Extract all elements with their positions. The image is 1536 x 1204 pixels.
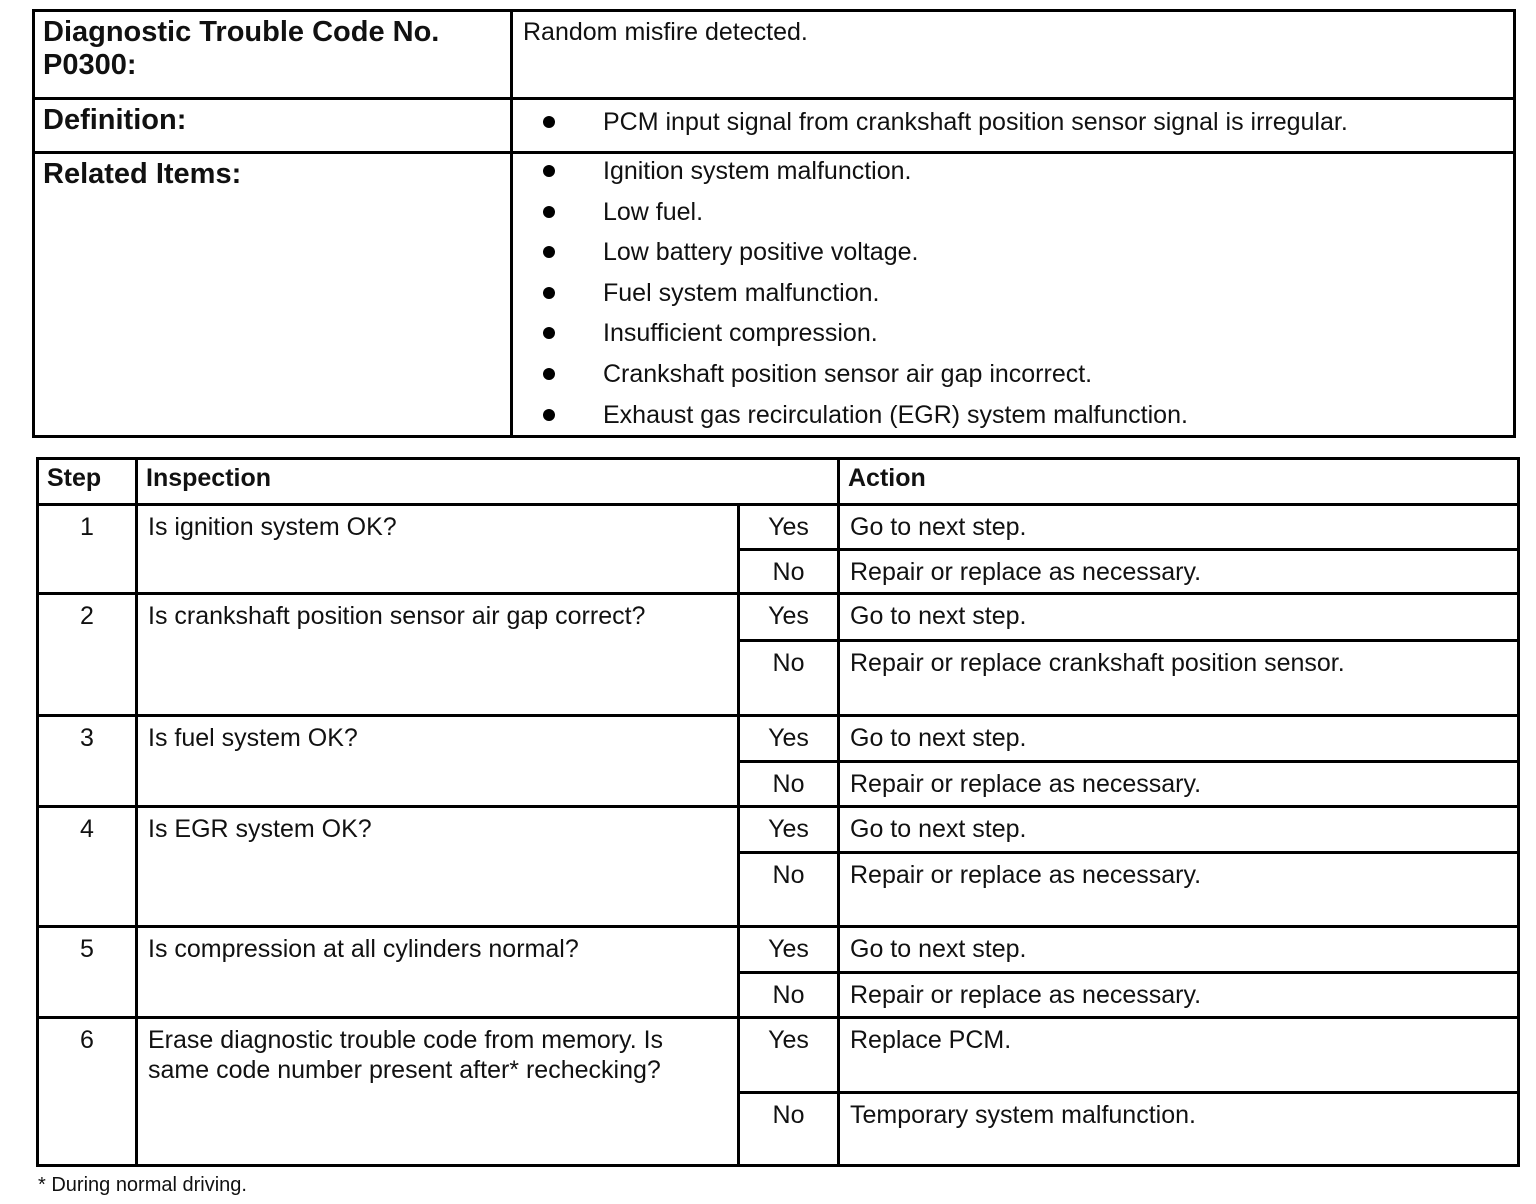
step-number: 1 — [39, 506, 138, 592]
bullet-icon — [543, 409, 555, 421]
no-action: Repair or replace crankshaft position sensor. — [850, 649, 1345, 677]
answers — [740, 808, 1517, 925]
no-label: No — [740, 763, 840, 805]
inspection-text: Is EGR system OK? — [138, 808, 740, 925]
yes-label: Yes — [740, 595, 840, 639]
yes-label: Yes — [740, 1019, 840, 1091]
yes-label: Yes — [740, 506, 840, 548]
answers — [740, 595, 1517, 714]
related-item: Ignition system malfunction. — [513, 156, 1513, 197]
no-branch — [740, 854, 1517, 925]
answers — [740, 717, 1517, 805]
yes-branch — [740, 928, 1517, 974]
header-inspection: Inspection — [138, 460, 840, 503]
inspection-text: Is ignition system OK? — [138, 506, 740, 592]
no-action: Repair or replace as necessary. — [850, 981, 1202, 1009]
no-label: No — [740, 642, 840, 714]
dtc-value: Random misfire detected. — [523, 18, 808, 46]
yes-action: Go to next step. — [850, 602, 1027, 630]
yes-action: Go to next step. — [850, 815, 1027, 843]
yes-branch — [740, 717, 1517, 763]
no-branch — [740, 974, 1517, 1016]
bullet-icon — [543, 246, 555, 258]
bullet-icon — [543, 327, 555, 339]
definition-item: PCM input signal from crankshaft position sensor signal is irregular. — [513, 107, 1513, 148]
inspection-text: Is crankshaft position sensor air gap correct? — [138, 595, 740, 714]
table-row — [39, 595, 1517, 717]
answers — [740, 928, 1517, 1016]
inspection-text: Erase diagnostic trouble code from memory. Is same code number present after* rechecking? — [138, 1019, 740, 1164]
step-number: 3 — [39, 717, 138, 805]
related-items-label: Related Items: — [35, 154, 513, 435]
step-number: 4 — [39, 808, 138, 925]
related-item: Low fuel. — [513, 197, 1513, 238]
related-item: Low battery positive voltage. — [513, 237, 1513, 278]
bullet-icon — [543, 368, 555, 380]
yes-label: Yes — [740, 928, 840, 971]
header-action: Action — [848, 464, 926, 492]
no-branch — [740, 763, 1517, 805]
no-label: No — [740, 1094, 840, 1164]
answers — [740, 506, 1517, 592]
step-number: 6 — [39, 1019, 138, 1164]
bullet-icon — [543, 116, 555, 128]
yes-branch — [740, 1019, 1517, 1094]
table-row — [39, 928, 1517, 1019]
inspection-text: Is compression at all cylinders normal? — [138, 928, 740, 1016]
no-label: No — [740, 974, 840, 1016]
related-items-row — [35, 154, 1513, 435]
related-item: Crankshaft position sensor air gap incorrect. — [513, 359, 1513, 400]
dtc-label: Diagnostic Trouble Code No. P0300: — [35, 12, 513, 97]
table-header-row — [39, 460, 1517, 506]
no-label: No — [740, 854, 840, 925]
no-label: No — [740, 551, 840, 592]
definition-row — [35, 100, 1513, 154]
step-number: 2 — [39, 595, 138, 714]
bullet-icon — [543, 287, 555, 299]
answers — [740, 1019, 1517, 1164]
step-number: 5 — [39, 928, 138, 1016]
yes-label: Yes — [740, 808, 840, 851]
no-branch — [740, 642, 1517, 714]
table-row — [39, 717, 1517, 808]
yes-action: Replace PCM. — [850, 1026, 1012, 1054]
definition-label: Definition: — [35, 100, 513, 151]
yes-branch — [740, 808, 1517, 854]
no-action: Repair or replace as necessary. — [850, 861, 1202, 889]
related-item: Insufficient compression. — [513, 318, 1513, 359]
no-branch — [740, 1094, 1517, 1164]
inspection-text: Is fuel system OK? — [138, 717, 740, 805]
related-item: Exhaust gas recirculation (EGR) system malfunction. — [513, 400, 1513, 441]
footnote: * During normal driving. — [38, 1174, 247, 1196]
bullet-icon — [543, 165, 555, 177]
header-step: Step — [39, 460, 138, 503]
yes-action: Go to next step. — [850, 513, 1027, 541]
yes-branch — [740, 595, 1517, 642]
inspection-steps-table — [36, 457, 1520, 1167]
definition-cell — [513, 100, 1513, 151]
no-action: Temporary system malfunction. — [850, 1101, 1196, 1129]
related-item: Fuel system malfunction. — [513, 278, 1513, 319]
table-row — [39, 506, 1517, 595]
yes-label: Yes — [740, 717, 840, 760]
dtc-row — [35, 12, 1513, 100]
no-action: Repair or replace as necessary. — [850, 558, 1202, 586]
no-action: Repair or replace as necessary. — [850, 770, 1202, 798]
yes-action: Go to next step. — [850, 724, 1027, 752]
bullet-icon — [543, 206, 555, 218]
table-row — [39, 808, 1517, 928]
related-items-cell — [513, 154, 1513, 435]
yes-action: Go to next step. — [850, 935, 1027, 963]
table-row — [39, 1019, 1517, 1164]
dtc-definition-table — [32, 9, 1516, 438]
yes-branch — [740, 506, 1517, 551]
no-branch — [740, 551, 1517, 592]
